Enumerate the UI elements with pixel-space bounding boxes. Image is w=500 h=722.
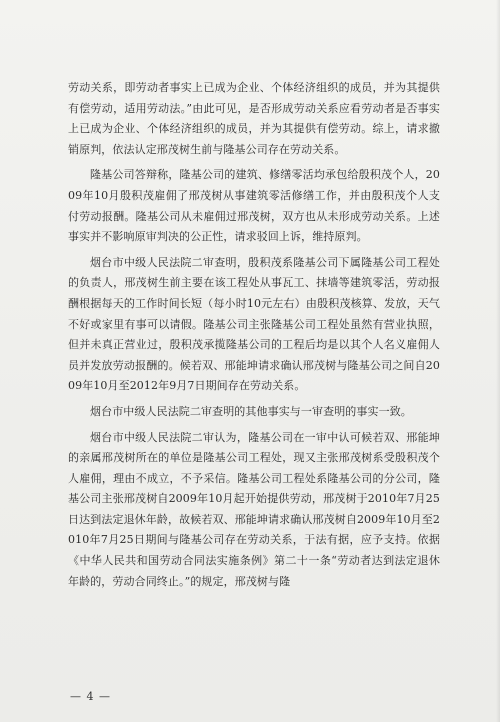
paragraph-4: 烟台市中级人民法院二审查明的其他事实与一审查明的事实一致。: [90, 404, 412, 418]
paragraph-2: 隆基公司答辩称，隆基公司的建筑、修缮零活均承包给殷积茂个人，2009年10月殷积茂雇佣了邢茂树从事建筑零活修缮工作，并由殷积茂个人支付劳动报酬。隆基公司从未雇佣过邢茂树，双方也从未形成劳动关系。上述事实并不影响原审判决的公正性，请求驳回上诉，维持原判。: [68, 168, 440, 244]
paragraph-1: 劳动关系，即劳动者事实上已成为企业、个体经济组织的成员，并为其提供有偿劳动，适用劳动法。”由此可见，是否形成劳动关系应看劳动者是否事实上已成为企业、个体经济组织的成员，并为其提供有偿劳动。综上，请求撤销原判，依法认定邢茂树生前与隆基公司存在劳动关系。: [68, 81, 440, 156]
document-body: [68, 78, 440, 597]
paragraph-5: 烟台市中级人民法院二审认为，隆基公司在一审中认可候若双、邢能坤的亲属邢茂树所在的单位是隆基公司工程处，现又主张邢茂树系受殷积茂个人雇佣，理由不成立，不予采信。隆基公司工程处系隆基公司的分公司，隆基公司主张邢茂树自2009年10月起开始提供劳动，邢茂树于2010年7月25日达到法定退休年龄，故候若双、邢能坤请求确认邢茂树自2009年10月至2010年7月25日期间与隆基公司存在劳动关系，于法有据，应予支持。依据《中华人民共和国劳动合同法实施条例》第二十一条“劳动者达到法定退休年龄的，劳动合同终止。”的规定，邢茂树与隆: [68, 430, 440, 588]
scan-edge-shadow: [496, 0, 500, 722]
paragraph-3: 烟台市中级人民法院二审查明，殷积茂系隆基公司下属隆基公司工程处的负责人，邢茂树生前主要在该工程处从事瓦工、抹墙等建筑零活，劳动报酬根据每天的工作时间长短（每小时10元左右）由殷积茂核算、发放，天气不好或家里有事可以请假。隆基公司主张隆基公司工程处虽然有营业执照，但并未真正营业过，殷积茂承揽隆基公司的工程后均是以其个人名义雇佣人员并发放劳动报酬的。候若双、邢能坤请求确认邢茂树与隆基公司之间自2009年10月至2012年9月7日期间存在劳动关系。: [68, 255, 440, 393]
page-number: — 4 —: [70, 690, 111, 703]
